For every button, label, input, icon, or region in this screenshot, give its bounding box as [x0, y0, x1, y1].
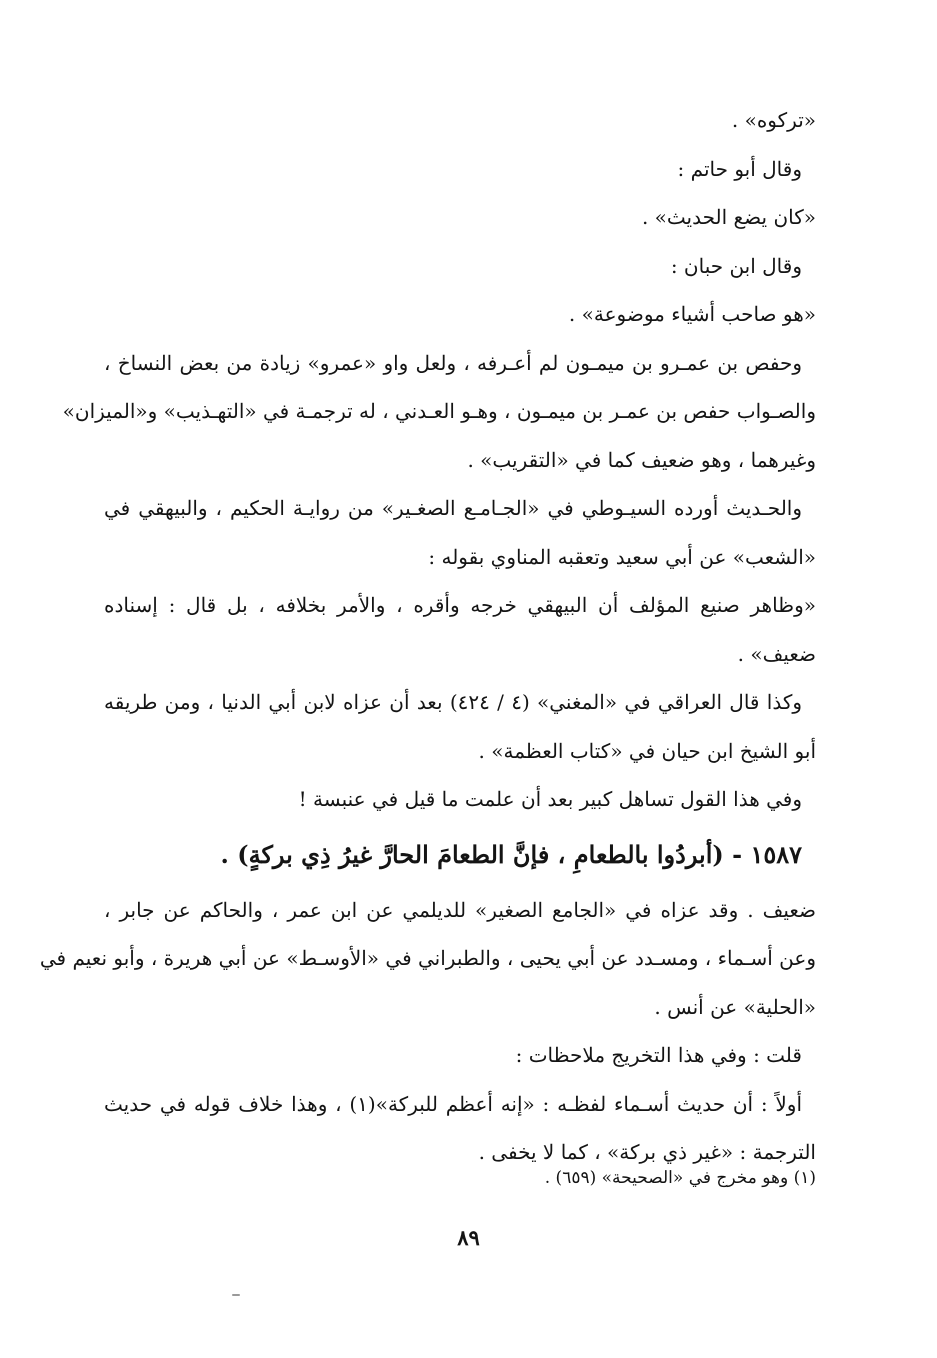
text-line: «كان يضع الحديث» .: [641, 205, 816, 229]
text-line: أولاً : أن حديث أسـماء لفظـه : «إنه أعظم للبركة»(١) ، وهذا خلاف قوله في حديث: [104, 1091, 802, 1116]
text-line: ضعيف» .: [737, 641, 816, 666]
text-line: وقال ابن حبان :: [670, 253, 802, 278]
text-line: «الحلية» عن أنس .: [654, 994, 816, 1019]
text-line: وحفص بن عمـرو بن ميمـون لم أعـرفه ، ولعل واو «عمرو» زيادة من بعض النساخ ،: [104, 350, 802, 375]
text-line: «تركوه» .: [731, 108, 816, 132]
page-number: ٨٩: [457, 1225, 480, 1250]
text-line: وكذا قال العراقي في «المغني» (٤ / ٤٢٤) بعد أن عزاه لابن أبي الدنيا ، ومن طريقه: [104, 690, 803, 714]
scan-speck: [232, 1294, 240, 1296]
text-line: والحـديث أورده السيـوطي في «الجـامـع الصغـير» من روايـة الحكيم ، والبيهقي في: [104, 496, 802, 520]
text-line: قلت : وفي هذا التخريج ملاحظات :: [515, 1043, 802, 1067]
text-line: ضعيف . وقد عزاه في «الجامع الصغير» للديلمي عن ابن عمر ، والحاكم عن جابر ،: [104, 897, 816, 922]
main-text: [39, 96, 816, 1177]
text-line: وعن أسـماء ، ومسـدد عن أبي يحيى ، والطبراني في «الأوسـط» عن أبي هريرة ، وأبو نعيم في: [39, 946, 816, 970]
text-line: والصـواب حفص بن عمـر بن ميمـون ، وهـو العـدني ، له ترجمـة في «التهـذيب» و«الميزان»: [62, 399, 816, 423]
footnote: (١) وهو مخرج في «الصحيحة» (٦٥٩) .: [544, 1168, 816, 1188]
hadith-heading: ١٥٨٧ - (أبردُوا بالطعامِ ، فإنَّ الطعامَ الحارَّ غيرُ ذِي بركةٍ) .: [220, 839, 802, 869]
text-line: «الشعب» عن أبي سعيد وتعقبه المناوي بقوله :: [428, 544, 816, 569]
text-line: «وظاهر صنيع المؤلف أن البيهقي خرجه وأقره ، والأمر بخلافه ، بل قال : إسناده: [104, 593, 816, 617]
text-line: «هو صاحب أشياء موضوعة» .: [568, 302, 816, 326]
text-line: الترجمة : «غير ذي بركة» ، كما لا يخفى .: [478, 1140, 816, 1164]
text-line: وقال أبو حاتم :: [677, 156, 802, 181]
text-line: وفي هذا القول تساهل كبير بعد أن علمت ما قيل في عنبسة !: [298, 787, 802, 811]
text-line: أبو الشيخ ابن حيان في «كتاب العظمة» .: [478, 738, 816, 763]
text-line: وغيرهما ، وهو ضعيف كما في «التقريب» .: [467, 447, 816, 472]
